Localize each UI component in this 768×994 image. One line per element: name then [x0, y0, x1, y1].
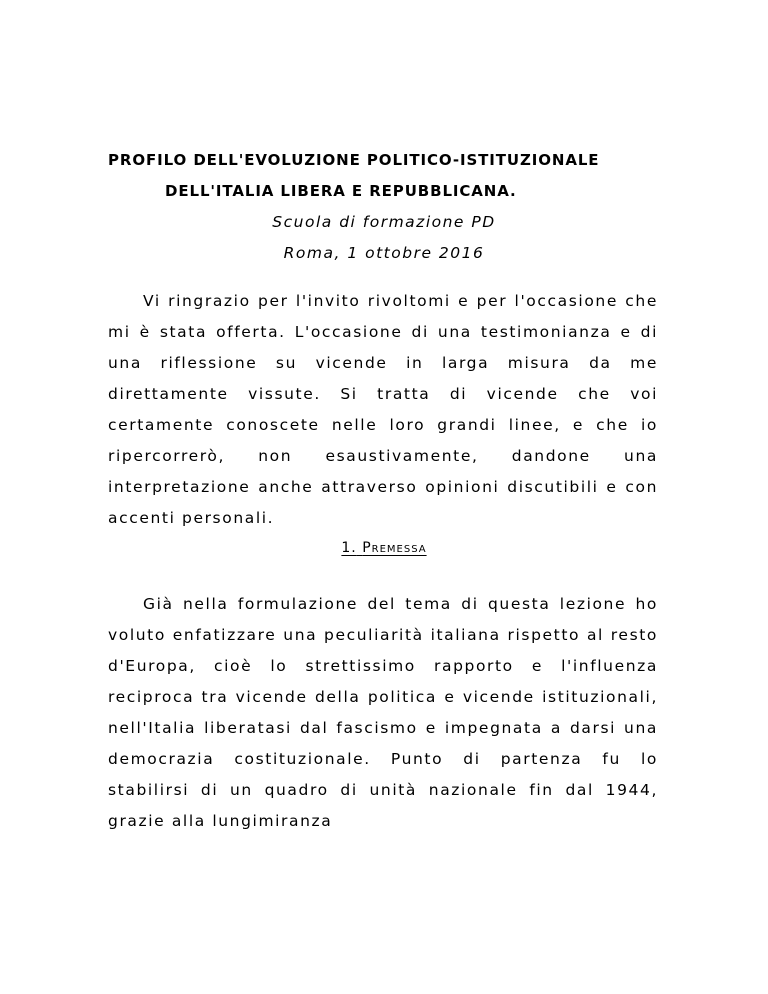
document-title-line-2: DELL'ITALIA LIBERA E REPUBBLICANA. [165, 182, 517, 200]
section-number: 1. [341, 540, 357, 556]
document-dateline: Roma, 1 ottobre 2016 [283, 244, 485, 262]
section-title: Premessa [362, 540, 427, 556]
section-heading [0, 540, 768, 556]
document-title-line-1: PROFILO DELL'EVOLUZIONE POLITICO-ISTITUZIONALE [108, 151, 600, 169]
document-subtitle: Scuola di formazione PD [272, 213, 496, 231]
intro-paragraph: Vi ringrazio per l'invito rivoltomi e per l'occasione che mi è stata offerta. L'occasione di una testimonianza e di una riflessione su vicende in larga misura da me direttamente vissute. Si tratta di vicende che voi certamente conoscete nelle loro grandi linee, e che io ripercorrerò, non esaustivamente, dandone una interpretazione anche attraverso opinioni discutibili e con accenti personali. [108, 292, 658, 527]
section-heading-text [341, 540, 426, 556]
section-paragraph: Già nella formulazione del tema di questa lezione ho voluto enfatizzare una peculiarità italiana rispetto al resto d'Europa, cioè lo strettissimo rapporto e l'influenza reciproca tra vicende della politica e vicende istituzionali, nell'Italia liberatasi dal fascismo e impegnata a darsi una democrazia costituzionale. Punto di partenza fu lo stabilirsi di un quadro di unità nazionale fin dal 1944, grazie alla lungimiranza [108, 595, 658, 830]
